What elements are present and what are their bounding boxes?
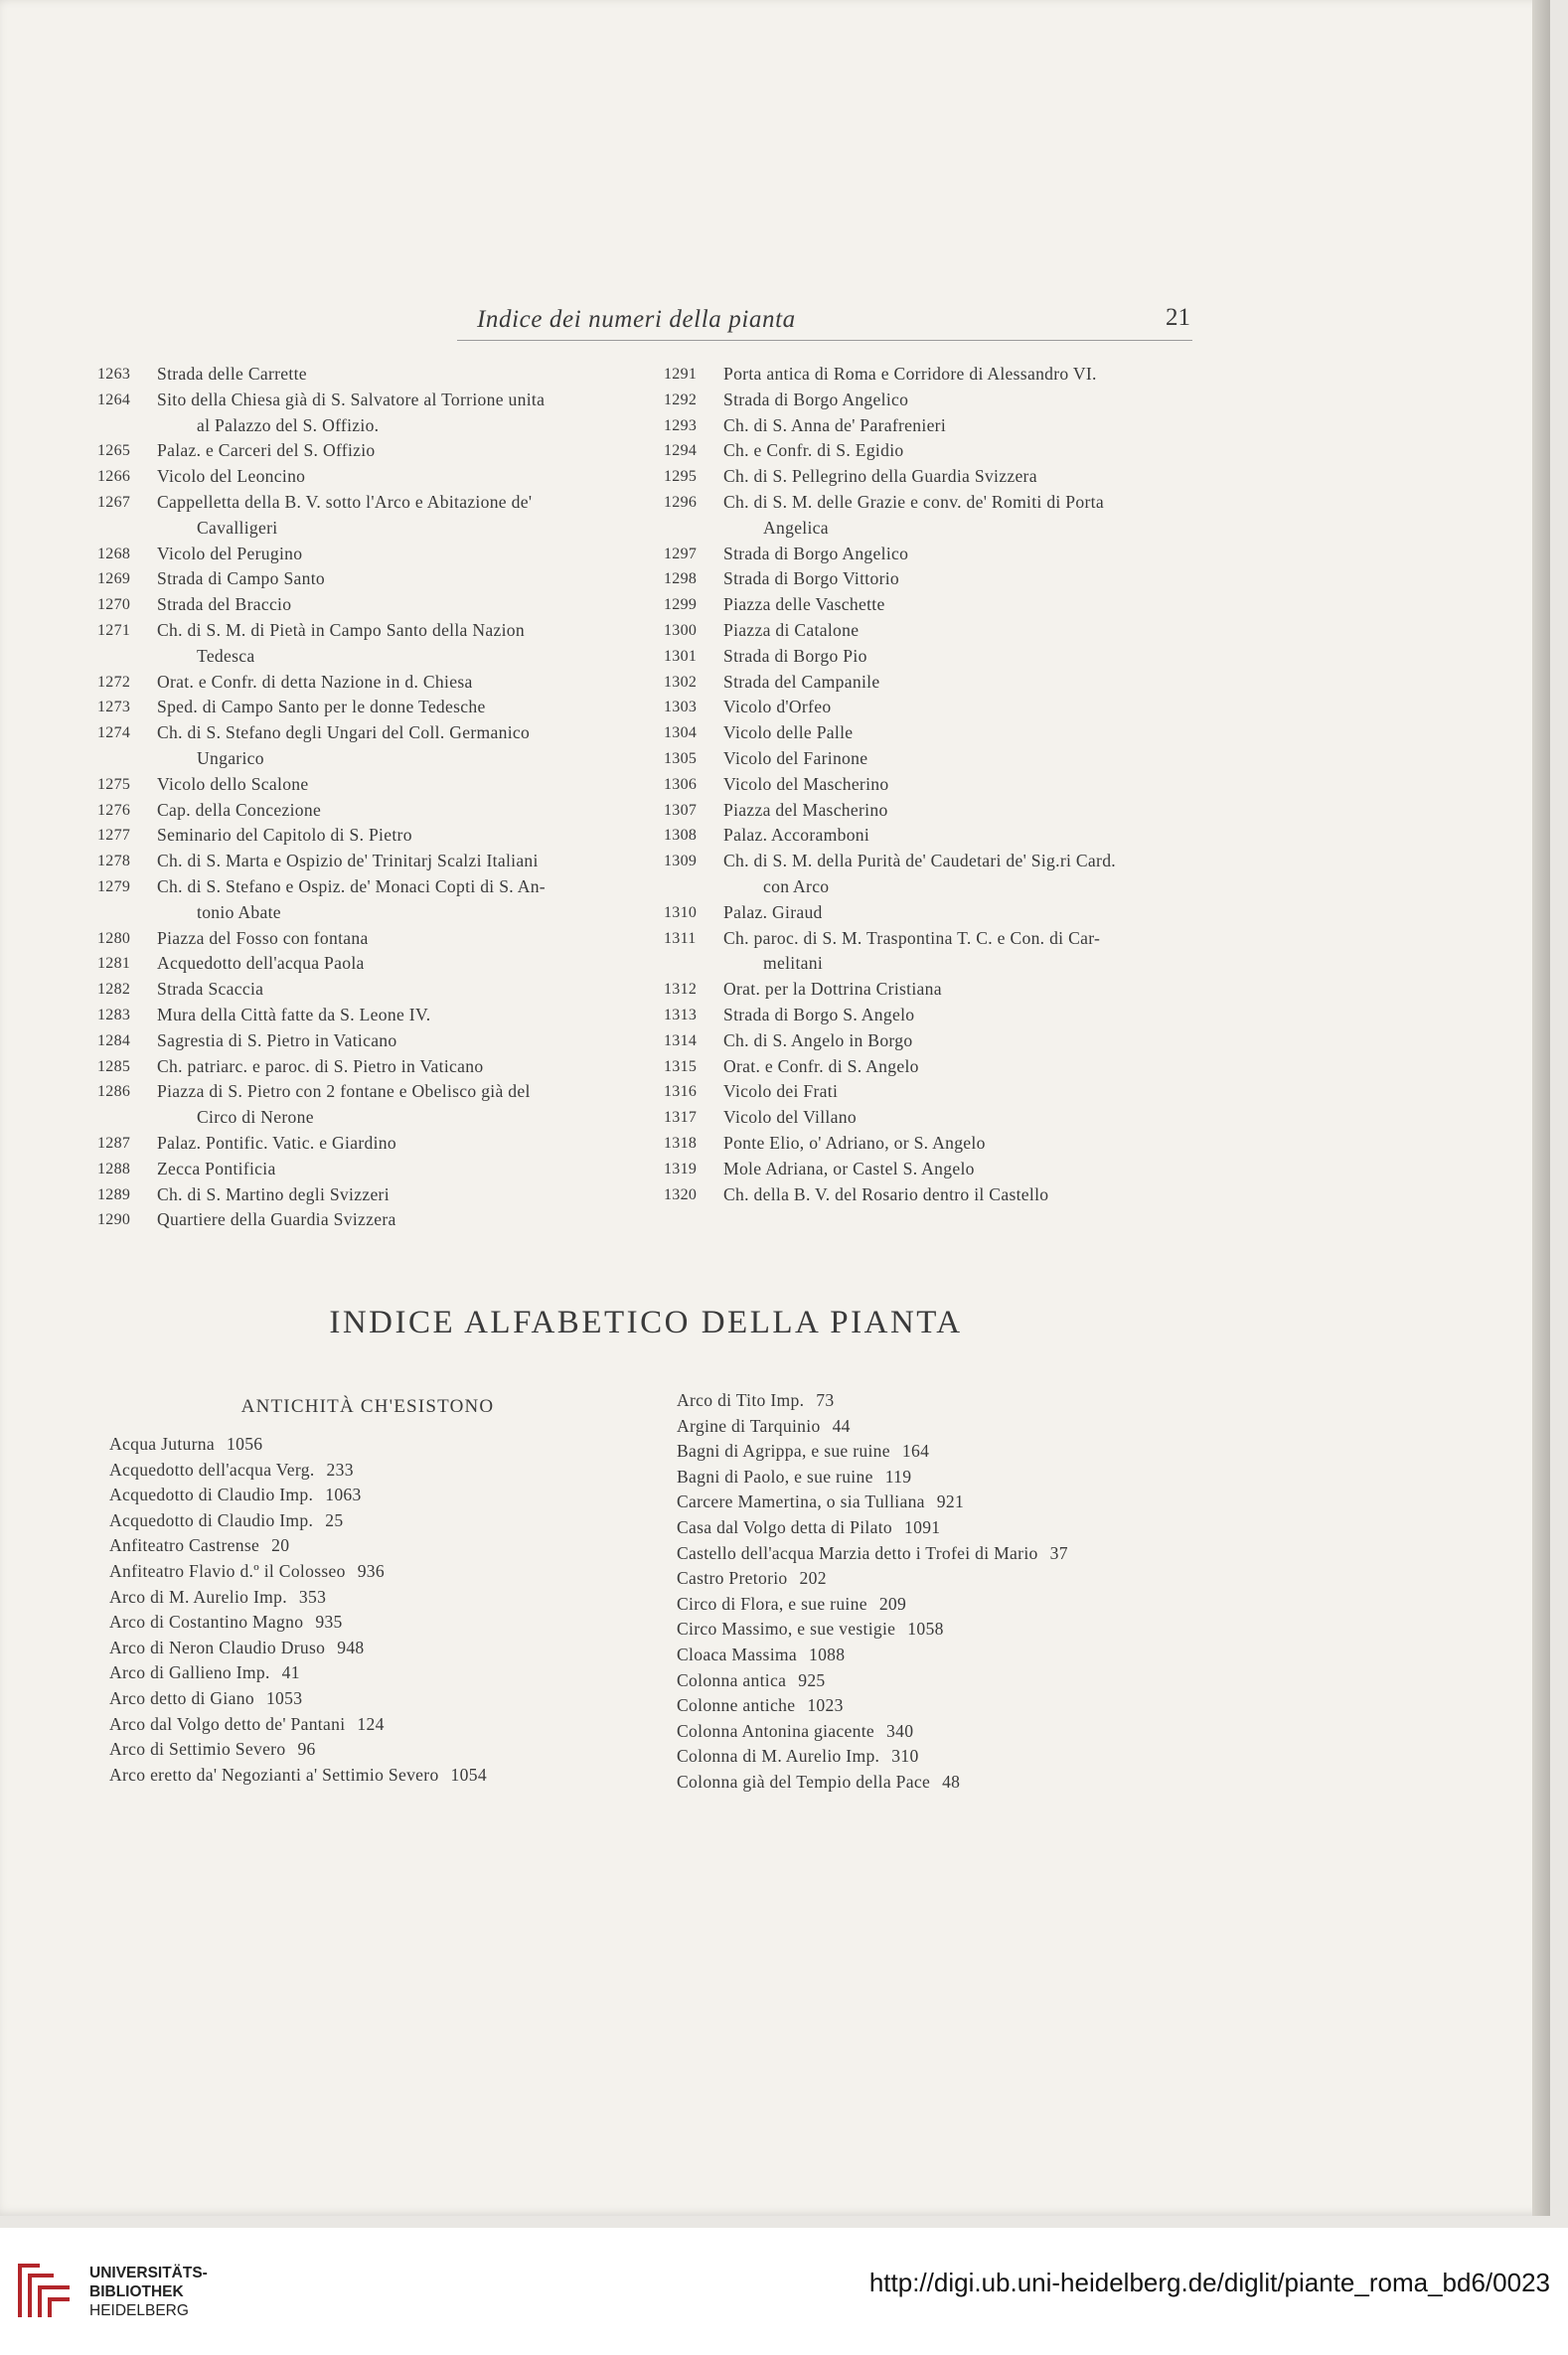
entry-number: 1272 — [97, 673, 131, 691]
alphabetic-entry-text: Cloaca Massima — [677, 1644, 797, 1664]
alphabetic-entry-text: Colonna antica — [677, 1669, 787, 1690]
alphabetic-entry-text: Colonna Antonina giacente — [677, 1720, 875, 1741]
index-entry — [664, 362, 1200, 388]
index-entry — [97, 1054, 634, 1080]
alphabetic-entry-ref: 96 — [297, 1739, 316, 1760]
index-entry — [97, 1028, 634, 1054]
alphabetic-index-left-column — [109, 1432, 666, 1788]
alphabetic-entry — [677, 1744, 1233, 1770]
alphabetic-entry — [109, 1712, 666, 1738]
index-entry — [97, 951, 634, 977]
entry-continuation: Tedesca — [197, 645, 255, 666]
index-entry — [664, 720, 1200, 746]
alphabetic-entry-ref: 124 — [357, 1713, 385, 1734]
alphabetic-entry-ref: 921 — [936, 1492, 965, 1512]
entry-number: 1320 — [664, 1185, 698, 1203]
entry-text: Palaz. Giraud — [723, 901, 823, 922]
index-entry — [664, 1054, 1200, 1080]
alphabetic-entry-ref: 73 — [816, 1390, 835, 1410]
entry-number: 1317 — [664, 1109, 698, 1127]
index-entry — [664, 746, 1200, 772]
alphabetic-entry-text: Carcere Mamertina, o sia Tulliana — [677, 1492, 925, 1512]
alphabetic-entry-text: Arco di Settimio Severo — [109, 1739, 286, 1760]
entry-number: 1309 — [664, 853, 698, 870]
alphabetic-entry — [677, 1719, 1233, 1745]
index-entry — [97, 720, 634, 772]
entry-number: 1295 — [664, 468, 698, 486]
subsection-title: ANTICHITÀ CH'ESISTONO — [240, 1396, 495, 1417]
page-header — [457, 300, 1192, 341]
index-entry — [97, 1157, 634, 1182]
entry-number: 1269 — [97, 570, 131, 588]
alphabetic-entry-ref: 48 — [942, 1771, 961, 1792]
entry-text: Ch. di S. Martino degli Svizzeri — [157, 1183, 390, 1204]
entry-text: Quartiere della Guardia Svizzera — [157, 1209, 396, 1230]
alphabetic-entry-text: Colonna di M. Aurelio Imp. — [677, 1746, 880, 1767]
entry-text: Palaz. Pontific. Vatic. e Giardino — [157, 1132, 396, 1153]
entry-number: 1307 — [664, 801, 698, 819]
alphabetic-entry — [677, 1617, 1233, 1643]
index-entry — [664, 566, 1200, 592]
index-entry — [97, 926, 634, 952]
alphabetic-entry-ref: 1054 — [450, 1764, 487, 1785]
alphabetic-entry-ref: 20 — [271, 1535, 290, 1556]
section-title: INDICE ALFABETICO DELLA PIANTA — [329, 1305, 963, 1340]
alphabetic-entry-text: Acqua Juturna — [109, 1434, 216, 1454]
alphabetic-entry-text: Colonne antiche — [677, 1695, 796, 1716]
entry-number: 1286 — [97, 1083, 131, 1101]
index-entry — [664, 823, 1200, 849]
entry-text: Orat. e Confr. di detta Nazione in d. Chiesa — [157, 671, 473, 692]
entry-text: Strada di Borgo Angelico — [723, 389, 909, 409]
numbered-index-right-column — [664, 362, 1200, 1207]
entry-number: 1274 — [97, 724, 131, 742]
entry-number: 1289 — [97, 1185, 131, 1203]
alphabetic-entry — [109, 1458, 666, 1484]
entry-number: 1267 — [97, 493, 131, 511]
entry-number: 1288 — [97, 1160, 131, 1178]
entry-number: 1284 — [97, 1031, 131, 1049]
entry-text: Orat. e Confr. di S. Angelo — [723, 1055, 919, 1076]
alphabetic-entry-text: Acquedotto di Claudio Imp. — [109, 1485, 314, 1505]
index-entry — [664, 926, 1200, 978]
alphabetic-entry — [677, 1515, 1233, 1541]
entry-number: 1310 — [664, 903, 698, 921]
alphabetic-entry-ref: 164 — [901, 1441, 930, 1462]
entry-text: Ch. di S. M. della Purità de' Caudetari de' Sig.ri Card. — [723, 851, 1116, 871]
entry-number: 1268 — [97, 545, 131, 562]
entry-text: Piazza delle Vaschette — [723, 594, 885, 615]
source-url-link[interactable]: http://digi.ub.uni-heidelberg.de/diglit/piante_roma_bd6/0023 — [868, 2268, 1550, 2297]
entry-number: 1316 — [664, 1083, 698, 1101]
entry-number: 1275 — [97, 775, 131, 793]
entry-text: Palaz. Accoramboni — [723, 825, 870, 846]
entry-text: Ch. della B. V. del Rosario dentro il Castello — [723, 1183, 1049, 1204]
entry-number: 1296 — [664, 493, 698, 511]
alphabetic-entry-ref: 1056 — [227, 1434, 263, 1454]
index-entry — [664, 1131, 1200, 1157]
alphabetic-entry-ref: 1088 — [808, 1644, 846, 1664]
numbered-index-left-column — [97, 362, 634, 1233]
index-entry — [664, 413, 1200, 439]
alphabetic-entry — [109, 1585, 666, 1611]
entry-text: Mole Adriana, or Castel S. Angelo — [723, 1158, 975, 1178]
index-entry — [97, 1003, 634, 1028]
index-entry — [97, 490, 634, 542]
entry-text: Ch. di S. Stefano e Ospiz. de' Monaci Copti di S. An- — [157, 875, 546, 896]
entry-continuation: Angelica — [763, 517, 829, 538]
alphabetic-entry-ref: 340 — [886, 1720, 914, 1741]
alphabetic-entry-ref: 1063 — [325, 1485, 362, 1505]
index-entry — [97, 388, 634, 439]
alphabetic-entry-text: Castello dell'acqua Marzia detto i Trofei di Mario — [677, 1542, 1038, 1563]
entry-number: 1292 — [664, 391, 698, 408]
entry-text: Vicolo del Perugino — [157, 543, 303, 563]
entry-number: 1315 — [664, 1057, 698, 1075]
entry-text: Vicolo del Leoncino — [157, 466, 306, 487]
entry-text: Strada di Borgo Angelico — [723, 543, 909, 563]
alphabetic-entry-text: Casa dal Volgo detta di Pilato — [677, 1516, 893, 1537]
alphabetic-entry-text: Arco di Neron Claudio Druso — [109, 1637, 326, 1657]
alphabetic-entry-ref: 1058 — [907, 1619, 944, 1640]
alphabetic-entry-text: Arco di Tito Imp. — [677, 1390, 805, 1410]
alphabetic-entry-ref: 209 — [878, 1593, 907, 1614]
entry-number: 1299 — [664, 596, 698, 614]
index-entry — [97, 618, 634, 670]
alphabetic-entry — [109, 1508, 666, 1534]
entry-number: 1266 — [97, 468, 131, 486]
entry-text: Vicolo dello Scalone — [157, 773, 309, 794]
index-entry — [664, 798, 1200, 824]
index-entry — [97, 438, 634, 464]
alphabetic-entry-ref: 25 — [325, 1509, 344, 1530]
entry-text: Vicolo delle Palle — [723, 722, 854, 743]
alphabetic-entry-text: Anfiteatro Castrense — [109, 1535, 260, 1556]
alphabetic-entry — [677, 1668, 1233, 1694]
entry-number: 1270 — [97, 596, 131, 614]
entry-number: 1311 — [664, 929, 697, 947]
alphabetic-entry — [109, 1636, 666, 1661]
index-entry — [664, 772, 1200, 798]
alphabetic-entry-ref: 202 — [799, 1568, 827, 1589]
index-entry — [97, 695, 634, 720]
alphabetic-entry-ref: 948 — [337, 1637, 365, 1657]
index-entry — [664, 490, 1200, 542]
entry-text: Ch. di S. Marta e Ospizio de' Trinitarj Scalzi Italiani — [157, 851, 539, 871]
index-entry — [97, 1079, 634, 1131]
entry-text: Ch. di S. Pellegrino della Guardia Svizzera — [723, 466, 1037, 487]
alphabetic-entry-ref: 353 — [298, 1586, 327, 1607]
entry-text: Strada di Borgo Vittorio — [723, 568, 900, 589]
alphabetic-entry-ref: 233 — [326, 1459, 354, 1480]
entry-continuation: Circo di Nerone — [197, 1107, 314, 1128]
alphabetic-entry-ref: 935 — [315, 1612, 343, 1633]
entry-number: 1302 — [664, 673, 698, 691]
entry-number: 1304 — [664, 724, 698, 742]
index-entry — [97, 592, 634, 618]
alphabetic-entry — [109, 1610, 666, 1636]
entry-continuation: melitani — [763, 953, 824, 974]
entry-number: 1263 — [97, 366, 131, 383]
index-entry — [97, 798, 634, 824]
alphabetic-entry-ref: 41 — [281, 1662, 300, 1683]
alphabetic-entry-ref: 1091 — [904, 1516, 941, 1537]
entry-number: 1318 — [664, 1134, 698, 1152]
entry-text: Ch. di S. M. delle Grazie e conv. de' Romiti di Porta — [723, 491, 1104, 512]
alphabetic-entry-text: Anfiteatro Flavio d.º il Colosseo — [109, 1560, 346, 1581]
alphabetic-entry — [109, 1533, 666, 1559]
alphabetic-entry — [109, 1483, 666, 1508]
entry-text: Sito della Chiesa già di S. Salvatore al Torrione unita — [157, 389, 546, 409]
alphabetic-entry-text: Acquedotto dell'acqua Verg. — [109, 1459, 315, 1480]
index-entry — [97, 849, 634, 874]
entry-number: 1285 — [97, 1057, 131, 1075]
alphabetic-entry-ref: 925 — [798, 1669, 826, 1690]
entry-number: 1265 — [97, 442, 131, 460]
alphabetic-entry — [677, 1693, 1233, 1719]
entry-number: 1277 — [97, 827, 131, 845]
entry-number: 1279 — [97, 877, 131, 895]
entry-text: Ch. paroc. di S. M. Traspontina T. C. e Con. di Car- — [723, 927, 1101, 948]
entry-text: Vicolo del Villano — [723, 1107, 857, 1128]
alphabetic-entry-ref: 37 — [1049, 1542, 1068, 1563]
entry-text: Ch. di S. Angelo in Borgo — [723, 1029, 913, 1050]
entry-text: Strada del Campanile — [723, 671, 880, 692]
entry-number: 1278 — [97, 853, 131, 870]
index-entry — [664, 1028, 1200, 1054]
entry-number: 1301 — [664, 647, 698, 665]
entry-text: Strada delle Carrette — [157, 364, 307, 384]
entry-text: Acquedotto dell'acqua Paola — [157, 953, 365, 974]
index-entry — [97, 823, 634, 849]
index-entry — [97, 1131, 634, 1157]
entry-text: Vicolo del Farinone — [723, 747, 868, 768]
entry-continuation: con Arco — [763, 875, 830, 896]
alphabetic-entry-text: Arco di Costantino Magno — [109, 1612, 304, 1633]
index-entry — [97, 464, 634, 490]
entry-text: Strada di Campo Santo — [157, 568, 326, 589]
alphabetic-entry-text: Castro Pretorio — [677, 1568, 788, 1589]
index-entry — [664, 695, 1200, 720]
alphabetic-entry-text: Arco di Gallieno Imp. — [109, 1662, 270, 1683]
entry-text: Piazza di Catalone — [723, 619, 860, 640]
index-entry — [664, 1079, 1200, 1105]
index-entry — [664, 1003, 1200, 1028]
entry-text: Ch. di S. Anna de' Parafrenieri — [723, 414, 947, 435]
entry-number: 1313 — [664, 1006, 698, 1023]
alphabetic-entry-ref: 936 — [357, 1560, 385, 1581]
alphabetic-entry-ref: 1023 — [807, 1695, 844, 1716]
entry-text: Strada di Borgo S. Angelo — [723, 1004, 915, 1024]
entry-number: 1273 — [97, 699, 131, 716]
viewer-footer — [0, 2228, 1568, 2355]
alphabetic-entry — [677, 1490, 1233, 1515]
library-name-line3: HEIDELBERG — [89, 2302, 189, 2319]
index-entry — [664, 1182, 1200, 1208]
entry-number: 1287 — [97, 1134, 131, 1152]
index-entry — [664, 618, 1200, 644]
index-entry — [664, 388, 1200, 413]
entry-text: Sagrestia di S. Pietro in Vaticano — [157, 1029, 397, 1050]
index-entry — [664, 1157, 1200, 1182]
alphabetic-entry — [109, 1763, 666, 1789]
library-logo-icon — [14, 2256, 74, 2325]
index-entry — [97, 1182, 634, 1208]
entry-number: 1293 — [664, 416, 698, 434]
index-entry — [97, 772, 634, 798]
page-edge-shadow — [1532, 0, 1550, 2216]
alphabetic-entry — [677, 1566, 1233, 1592]
entry-text: Ch. patriarc. e paroc. di S. Pietro in Vaticano — [157, 1055, 484, 1076]
entry-text: Zecca Pontificia — [157, 1158, 276, 1178]
index-entry — [664, 542, 1200, 567]
entry-text: Mura della Città fatte da S. Leone IV. — [157, 1004, 431, 1024]
entry-text: Palaz. e Carceri del S. Offizio — [157, 440, 376, 461]
entry-number: 1281 — [97, 955, 131, 973]
entry-number: 1291 — [664, 366, 698, 383]
entry-number: 1308 — [664, 827, 698, 845]
entry-text: Strada Scaccia — [157, 979, 264, 1000]
entry-continuation: Ungarico — [197, 747, 264, 768]
index-entry — [664, 849, 1200, 900]
entry-text: Strada di Borgo Pio — [723, 645, 867, 666]
entry-text: Ch. di S. Stefano degli Ungari del Coll. Germanico — [157, 722, 531, 743]
alphabetic-entry-ref: 44 — [832, 1415, 851, 1436]
alphabetic-entry-ref: 310 — [891, 1746, 919, 1767]
entry-number: 1300 — [664, 621, 698, 639]
alphabetic-entry — [677, 1643, 1233, 1668]
alphabetic-entry — [677, 1541, 1233, 1567]
index-entry — [97, 1207, 634, 1233]
entry-number: 1294 — [664, 442, 698, 460]
entry-text: Piazza del Fosso con fontana — [157, 927, 369, 948]
index-entry — [664, 1105, 1200, 1131]
alphabetic-entry — [677, 1439, 1233, 1465]
alphabetic-entry — [677, 1592, 1233, 1618]
entry-text: Piazza di S. Pietro con 2 fontane e Obelisco già del — [157, 1081, 531, 1102]
entry-continuation: Cavalligeri — [197, 517, 278, 538]
entry-text: Ch. di S. M. di Pietà in Campo Santo della Nazion — [157, 619, 525, 640]
entry-number: 1282 — [97, 981, 131, 999]
alphabetic-entry-text: Acquedotto di Claudio Imp. — [109, 1509, 314, 1530]
entry-text: Vicolo d'Orfeo — [723, 697, 832, 717]
index-entry — [97, 670, 634, 696]
entry-text: Ponte Elio, o' Adriano, or S. Angelo — [723, 1132, 986, 1153]
index-entry — [664, 977, 1200, 1003]
alphabetic-index-right-column — [677, 1388, 1233, 1796]
index-entry — [97, 542, 634, 567]
alphabetic-entry — [109, 1432, 666, 1458]
entry-number: 1283 — [97, 1006, 131, 1023]
entry-text: Orat. per la Dottrina Cristiana — [723, 979, 942, 1000]
entry-text: Ch. e Confr. di S. Egidio — [723, 440, 904, 461]
alphabetic-entry-text: Bagni di Agrippa, e sue ruine — [677, 1441, 890, 1462]
index-entry — [97, 566, 634, 592]
alphabetic-entry-text: Arco di M. Aurelio Imp. — [109, 1586, 287, 1607]
alphabetic-entry-text: Colonna già del Tempio della Pace — [677, 1771, 931, 1792]
alphabetic-entry-text: Arco dal Volgo detto de' Pantani — [109, 1713, 346, 1734]
alphabetic-entry — [109, 1559, 666, 1585]
index-entry — [664, 464, 1200, 490]
entry-continuation: al Palazzo del S. Offizio. — [197, 414, 380, 435]
entry-number: 1305 — [664, 749, 698, 767]
entry-continuation: tonio Abate — [197, 901, 281, 922]
index-entry — [97, 977, 634, 1003]
index-entry — [664, 670, 1200, 696]
entry-number: 1297 — [664, 545, 698, 562]
index-entry — [664, 644, 1200, 670]
entry-number: 1306 — [664, 775, 698, 793]
entry-number: 1298 — [664, 570, 698, 588]
entry-number: 1290 — [97, 1211, 131, 1229]
page-number: 21 — [1166, 304, 1190, 331]
entry-text: Seminario del Capitolo di S. Pietro — [157, 825, 412, 846]
entry-text: Vicolo del Mascherino — [723, 773, 889, 794]
entry-text: Cappelletta della B. V. sotto l'Arco e Abitazione de' — [157, 491, 533, 512]
entry-text: Porta antica di Roma e Corridore di Alessandro VI. — [723, 364, 1097, 384]
index-entry — [664, 900, 1200, 926]
entry-number: 1264 — [97, 391, 131, 408]
alphabetic-entry — [677, 1770, 1233, 1796]
index-entry — [664, 438, 1200, 464]
entry-number: 1303 — [664, 699, 698, 716]
running-title: Indice dei numeri della pianta — [477, 306, 796, 333]
alphabetic-entry-text: Circo di Flora, e sue ruine — [677, 1593, 867, 1614]
entry-number: 1314 — [664, 1031, 698, 1049]
entry-number: 1280 — [97, 929, 131, 947]
library-name — [89, 2264, 208, 2320]
alphabetic-entry — [677, 1388, 1233, 1414]
alphabetic-entry-ref: 119 — [884, 1466, 912, 1487]
alphabetic-entry-text: Argine di Tarquinio — [677, 1415, 821, 1436]
alphabetic-entry-ref: 1053 — [265, 1687, 303, 1708]
entry-text: Cap. della Concezione — [157, 799, 322, 820]
entry-text: Piazza del Mascherino — [723, 799, 888, 820]
alphabetic-entry-text: Arco eretto da' Negozianti a' Settimio Severo — [109, 1764, 439, 1785]
alphabetic-entry — [109, 1660, 666, 1686]
alphabetic-entry — [109, 1737, 666, 1763]
alphabetic-entry — [677, 1465, 1233, 1491]
alphabetic-entry — [109, 1686, 666, 1712]
entry-number: 1271 — [97, 621, 131, 639]
library-name-line1: UNIVERSITÄTS- — [89, 2265, 208, 2281]
alphabetic-entry-text: Bagni di Paolo, e sue ruine — [677, 1466, 873, 1487]
library-name-line2: BIBLIOTHEK — [89, 2283, 184, 2300]
alphabetic-entry-text: Circo Massimo, e sue vestigie — [677, 1619, 896, 1640]
entry-number: 1276 — [97, 801, 131, 819]
entry-text: Strada del Braccio — [157, 594, 292, 615]
index-entry — [664, 592, 1200, 618]
entry-number: 1312 — [664, 981, 698, 999]
index-entry — [97, 874, 634, 926]
alphabetic-entry-text: Arco detto di Giano — [109, 1687, 254, 1708]
entry-text: Sped. di Campo Santo per le donne Tedesche — [157, 697, 486, 717]
entry-text: Vicolo dei Frati — [723, 1081, 839, 1102]
alphabetic-entry — [677, 1414, 1233, 1440]
entry-number: 1319 — [664, 1160, 698, 1178]
index-entry — [97, 362, 634, 388]
